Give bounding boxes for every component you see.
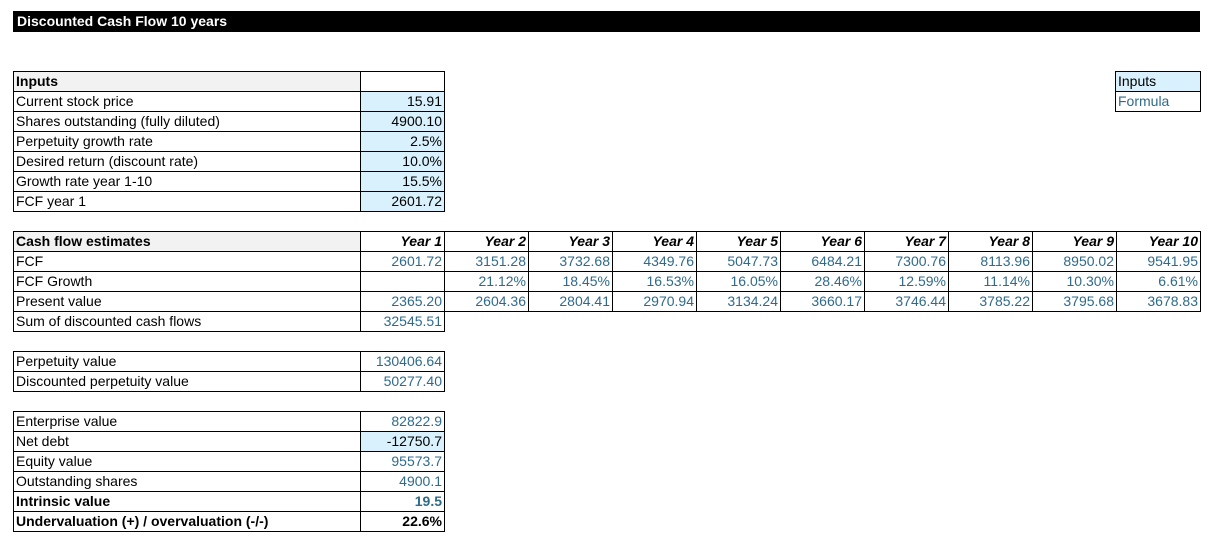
present-value-cell[interactable]: 2604.36 — [445, 292, 529, 312]
fcf-growth-cell[interactable]: 10.30% — [1033, 272, 1117, 292]
perpetuity-growth-cell[interactable]: 2.5% — [361, 132, 445, 152]
outstanding-shares-label[interactable]: Outstanding shares — [14, 472, 361, 492]
present-value-cell[interactable]: 2365.20 — [361, 292, 445, 312]
legend-formula[interactable]: Formula — [1116, 92, 1201, 112]
discounted-perpetuity-label[interactable]: Discounted perpetuity value — [14, 372, 361, 392]
fcf-growth-cell[interactable]: 21.12% — [445, 272, 529, 292]
fcf-growth-cell[interactable]: 6.61% — [1117, 272, 1201, 292]
equity-value-cell[interactable]: 95573.7 — [361, 452, 445, 472]
stock-price-label[interactable]: Current stock price — [14, 92, 361, 112]
present-value-cell[interactable]: 3795.68 — [1033, 292, 1117, 312]
fcf-growth-cell[interactable]: 12.59% — [865, 272, 949, 292]
fcf-cell[interactable]: 9541.95 — [1117, 252, 1201, 272]
year-header[interactable]: Year 8 — [949, 232, 1033, 252]
year-header[interactable]: Year 1 — [361, 232, 445, 252]
fcf-growth-cell[interactable]: 18.45% — [529, 272, 613, 292]
enterprise-value-label[interactable]: Enterprise value — [14, 412, 361, 432]
present-value-cell[interactable]: 3134.24 — [697, 292, 781, 312]
present-value-label[interactable]: Present value — [14, 292, 361, 312]
growth-rate-label[interactable]: Growth rate year 1-10 — [14, 172, 361, 192]
equity-value-label[interactable]: Equity value — [14, 452, 361, 472]
inputs-header[interactable]: Inputs — [14, 72, 361, 92]
undervaluation-label[interactable]: Undervaluation (+) / overvaluation (-/-) — [14, 512, 361, 532]
present-value-cell[interactable]: 2804.41 — [529, 292, 613, 312]
enterprise-value-cell[interactable]: 82822.9 — [361, 412, 445, 432]
fcf-cell[interactable]: 5047.73 — [697, 252, 781, 272]
growth-rate-cell[interactable]: 15.5% — [361, 172, 445, 192]
inputs-header-value-cell[interactable] — [361, 72, 445, 92]
discount-rate-label[interactable]: Desired return (discount rate) — [14, 152, 361, 172]
fcf-growth-cell[interactable]: 16.05% — [697, 272, 781, 292]
perpetuity-value-label[interactable]: Perpetuity value — [14, 352, 361, 372]
inputs-table — [13, 71, 445, 212]
present-value-cell[interactable]: 3678.83 — [1117, 292, 1201, 312]
year-header[interactable]: Year 4 — [613, 232, 697, 252]
fcf-year1-label[interactable]: FCF year 1 — [14, 192, 361, 212]
year-header[interactable]: Year 7 — [865, 232, 949, 252]
shares-outstanding-cell[interactable]: 4900.10 — [361, 112, 445, 132]
present-value-cell[interactable]: 3785.22 — [949, 292, 1033, 312]
perpetuity-table — [13, 351, 445, 392]
perpetuity-value-cell[interactable]: 130406.64 — [361, 352, 445, 372]
year-header[interactable]: Year 2 — [445, 232, 529, 252]
fcf-growth-cell[interactable]: 28.46% — [781, 272, 865, 292]
present-value-cell[interactable]: 2970.94 — [613, 292, 697, 312]
year-header[interactable]: Year 6 — [781, 232, 865, 252]
net-debt-cell[interactable]: -12750.7 — [361, 432, 445, 452]
sum-dcf-cell[interactable]: 32545.51 — [361, 312, 445, 332]
intrinsic-value-cell[interactable]: 19.5 — [361, 492, 445, 512]
year-header[interactable]: Year 9 — [1033, 232, 1117, 252]
present-value-cell[interactable]: 3660.17 — [781, 292, 865, 312]
fcf-growth-cell[interactable]: 11.14% — [949, 272, 1033, 292]
undervaluation-cell[interactable]: 22.6% — [361, 512, 445, 532]
fcf-cell[interactable]: 4349.76 — [613, 252, 697, 272]
discount-rate-cell[interactable]: 10.0% — [361, 152, 445, 172]
fcf-year1-cell[interactable]: 2601.72 — [361, 192, 445, 212]
perpetuity-growth-label[interactable]: Perpetuity growth rate — [14, 132, 361, 152]
shares-outstanding-label[interactable]: Shares outstanding (fully diluted) — [14, 112, 361, 132]
color-legend — [1115, 71, 1201, 112]
intrinsic-value-label[interactable]: Intrinsic value — [14, 492, 361, 512]
net-debt-label[interactable]: Net debt — [14, 432, 361, 452]
fcf-cell[interactable]: 8950.02 — [1033, 252, 1117, 272]
year-header[interactable]: Year 5 — [697, 232, 781, 252]
fcf-cell[interactable]: 3151.28 — [445, 252, 529, 272]
cashflow-header[interactable]: Cash flow estimates — [14, 232, 361, 252]
fcf-cell[interactable]: 8113.96 — [949, 252, 1033, 272]
fcf-growth-cell[interactable]: 16.53% — [613, 272, 697, 292]
present-value-cell[interactable]: 3746.44 — [865, 292, 949, 312]
fcf-cell[interactable]: 3732.68 — [529, 252, 613, 272]
fcf-cell[interactable]: 6484.21 — [781, 252, 865, 272]
discounted-perpetuity-cell[interactable]: 50277.40 — [361, 372, 445, 392]
sum-dcf-label[interactable]: Sum of discounted cash flows — [14, 312, 361, 332]
year-header[interactable]: Year 3 — [529, 232, 613, 252]
cashflow-table — [13, 231, 1201, 312]
stock-price-cell[interactable]: 15.91 — [361, 92, 445, 112]
fcf-cell[interactable]: 2601.72 — [361, 252, 445, 272]
sum-dcf-table — [13, 311, 445, 332]
year-header[interactable]: Year 10 — [1117, 232, 1201, 252]
sheet-title: Discounted Cash Flow 10 years — [13, 11, 1200, 32]
valuation-table — [13, 411, 445, 532]
fcf-label[interactable]: FCF — [14, 252, 361, 272]
fcf-growth-cell[interactable] — [361, 272, 445, 292]
legend-inputs[interactable]: Inputs — [1116, 72, 1201, 92]
fcf-cell[interactable]: 7300.76 — [865, 252, 949, 272]
fcf-growth-label[interactable]: FCF Growth — [14, 272, 361, 292]
outstanding-shares-cell[interactable]: 4900.1 — [361, 472, 445, 492]
